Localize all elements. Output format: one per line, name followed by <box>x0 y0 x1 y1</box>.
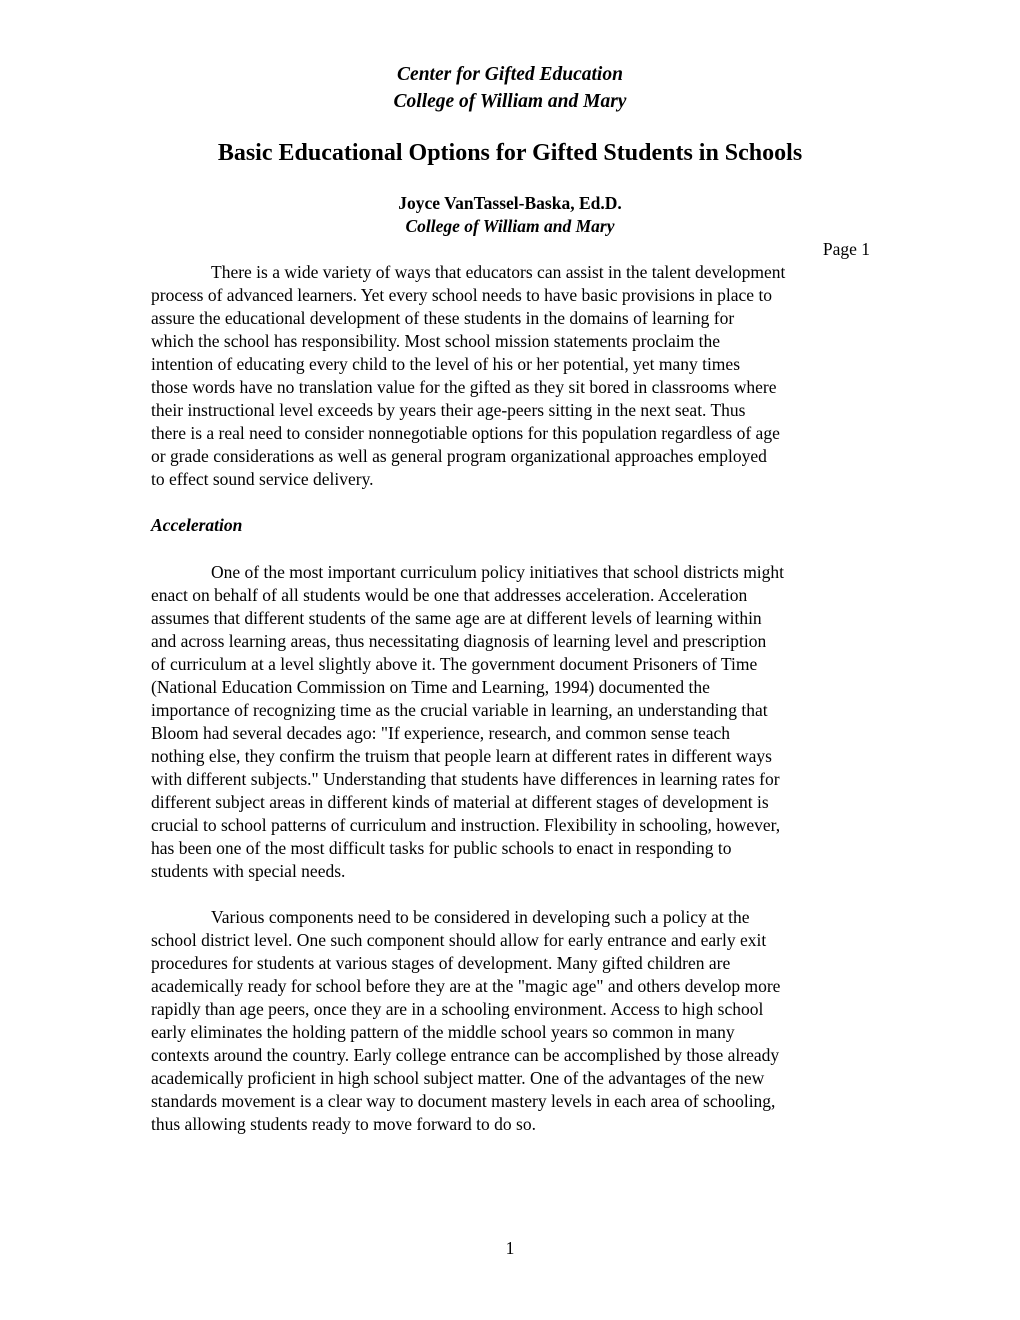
text-line: those words have no translation value for the gifted as they sit bored in classrooms where <box>151 377 777 397</box>
text-line: rapidly than age peers, once they are in a schooling environment. Access to high school <box>151 999 764 1019</box>
text-line: crucial to school patterns of curriculum and instruction. Flexibility in schooling, however, <box>151 815 781 835</box>
text-line: There is a wide variety of ways that educators can assist in the talent development <box>211 262 786 282</box>
text-line: early eliminates the holding pattern of the middle school years so common in many <box>151 1022 735 1042</box>
author-name: Joyce VanTassel-Baska, Ed.D. <box>398 193 622 213</box>
text-line: or grade considerations as well as general program organizational approaches employed <box>151 446 767 466</box>
text-line: Various components need to be considered in developing such a policy at the <box>211 907 750 927</box>
text-line: which the school has responsibility. Most school mission statements proclaim the <box>151 331 721 351</box>
text-line: academically proficient in high school subject matter. One of the advantages of the new <box>151 1068 765 1088</box>
text-line: thus allowing students ready to move forward to do so. <box>151 1114 536 1134</box>
header-college-name: College of William and Mary <box>393 91 627 112</box>
section-heading: Acceleration <box>151 515 243 535</box>
text-line: process of advanced learners. Yet every school needs to have basic provisions in place to <box>151 285 773 305</box>
text-line: (National Education Commission on Time and Learning, 1994) documented the <box>151 677 710 697</box>
page-title: Basic Educational Options for Gifted Students in Schools <box>217 140 803 166</box>
text-line: students with special needs. <box>151 861 346 881</box>
text-line: different subject areas in different kinds of material at different stages of development is <box>151 792 769 812</box>
author-affiliation: College of William and Mary <box>405 216 615 236</box>
text-line: school district level. One such component should allow for early entrance and early exit <box>151 930 767 950</box>
header-center-name: Center for Gifted Education <box>397 64 623 85</box>
document-header <box>0 61 1020 115</box>
text-line: there is a real need to consider nonnegotiable options for this population regardless of age <box>151 423 780 443</box>
text-line: of curriculum at a level slightly above it. The government document Prisoners of Time <box>151 654 758 674</box>
text-line: with different subjects." Understanding that students have differences in learning rates for <box>151 769 780 789</box>
text-line: assure the educational development of these students in the domains of learning for <box>151 308 735 328</box>
text-line: contexts around the country. Early college entrance can be accomplished by those already <box>151 1045 780 1065</box>
page-label: Page 1 <box>822 239 870 259</box>
paragraph-acceleration-2 <box>151 906 876 1136</box>
text-line: enact on behalf of all students would be one that addresses acceleration. Acceleration <box>151 585 748 605</box>
text-line: has been one of the most difficult tasks for public schools to enact in responding to <box>151 838 732 858</box>
text-line: academically ready for school before they are at the "magic age" and others develop more <box>151 976 781 996</box>
footer-page-number: 1 <box>505 1238 515 1258</box>
paragraph-intro <box>151 261 876 491</box>
text-line: to effect sound service delivery. <box>151 469 374 489</box>
text-line: procedures for students at various stages of development. Many gifted children are <box>151 953 731 973</box>
text-line: assumes that different students of the same age are at different levels of learning within <box>151 608 762 628</box>
text-line: importance of recognizing time as the crucial variable in learning, an understanding that <box>151 700 768 720</box>
text-line: intention of educating every child to the level of his or her potential, yet many times <box>151 354 741 374</box>
text-line: and across learning areas, thus necessitating diagnosis of learning level and prescription <box>151 631 767 651</box>
text-line: nothing else, they confirm the truism that people learn at different rates in different ways <box>151 746 772 766</box>
text-line: their instructional level exceeds by years their age-peers sitting in the next seat. Thus <box>151 400 746 420</box>
text-line: standards movement is a clear way to document mastery levels in each area of schooling, <box>151 1091 776 1111</box>
text-line: One of the most important curriculum policy initiatives that school districts might <box>211 562 785 582</box>
paragraph-acceleration-1 <box>151 561 876 883</box>
text-line: Bloom had several decades ago: "If experience, research, and common sense teach <box>151 723 731 743</box>
